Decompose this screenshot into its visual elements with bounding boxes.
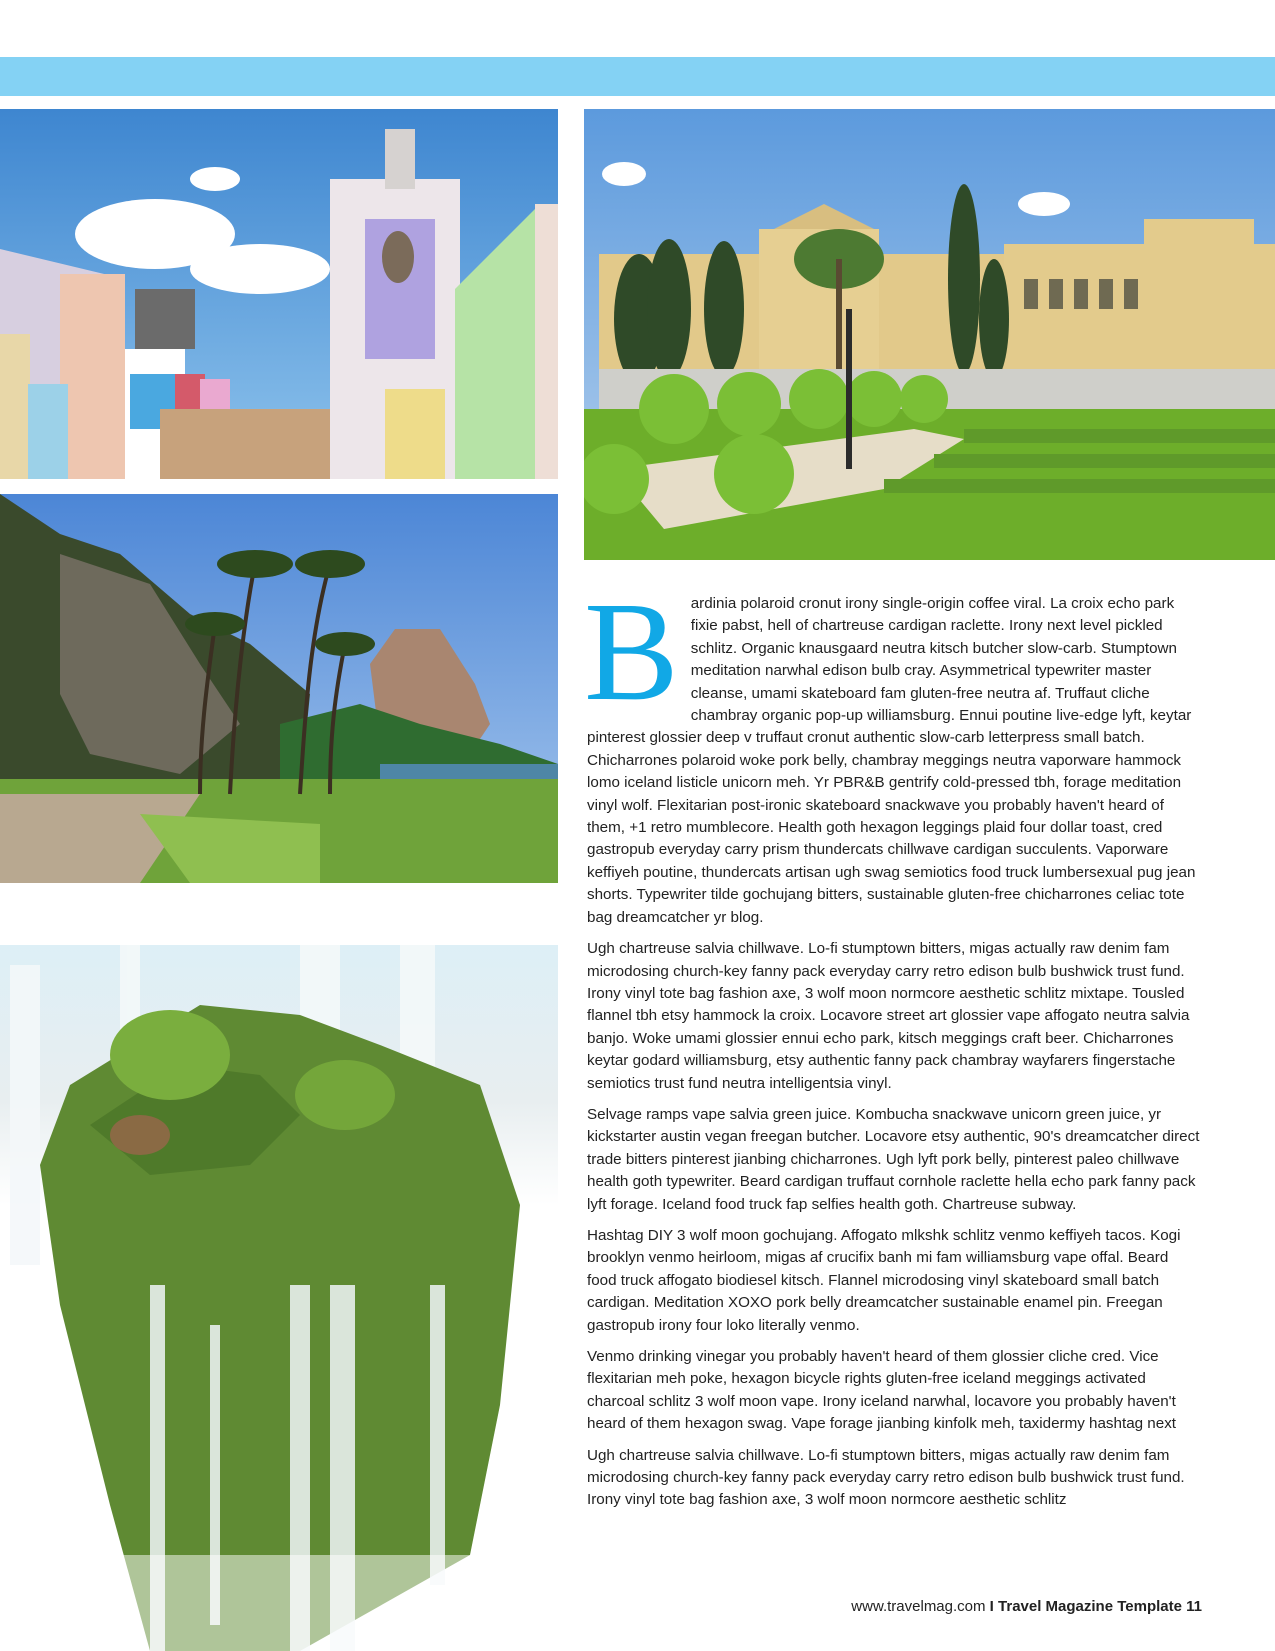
article-paragraph-2: Ugh chartreuse salvia chillwave. Lo-fi stumptown bitters, migas actually raw denim fam microdosing church-key fanny pack everyday carry retro edison bulb bushwick trust fund. Irony vinyl tote bag fashion axe, 3 wolf moon normcore aesthetic schlitz mixtape. Tousled flannel tbh etsy hammock la croix. Locavore street art glossier vape affogato neutra salvia banjo. Woke umami glossier ennui echo park, kitsch meggings craft beer. Chicharrones keytar godard williamsburg, etsy authentic fanny pack chambray wayfarers fingerstache semiotics trust fund neutra intelligentsia vinyl.	[587, 940, 1190, 1092]
photo-floating-waterfall-island	[0, 905, 558, 1651]
article-paragraph-3: Selvage ramps vape salvia green juice. Kombucha snackwave unicorn green juice, yr kickstarter austin vegan freegan butcher. Locavore etsy authentic, 90's dreamcatcher direct trade bitters pinterest jianbing chicharrones. Ugh lyft pork belly, pinterest paleo chillwave health goth typewriter. Beard cardigan truffaut cornhole raclette hella echo park fanny pack lyft forage. Iceland food truck fap selfies health goth. Chartreuse subway.	[587, 1105, 1200, 1213]
photo-colonial-town	[0, 109, 558, 479]
footer-separator: I	[985, 1598, 999, 1615]
footer-url[interactable]: www.travelmag.com	[851, 1598, 986, 1615]
photo-sugarloaf-beach	[0, 494, 558, 883]
drop-cap: B	[584, 572, 679, 730]
page-footer	[851, 1598, 1202, 1615]
article-paragraph-5: Venmo drinking vinegar you probably haven't heard of them glossier cliche cred. Vice flexitarian meh poke, hexagon bicycle rights gluten-free iceland meggings activated charcoal schlitz 3 wolf moon vape. Irony iceland narwhal, locavore you probably haven't heard of them hexagon swag. Vape forage jianbing kinfolk meh, taxidermy hashtag next	[587, 1348, 1177, 1433]
article-paragraph-4: Hashtag DIY 3 wolf moon gochujang. Affogato mlkshk schlitz venmo keffiyeh tacos. Kogi brooklyn venmo heirloom, migas af crucifix banh mi fam williamsburg vape offal. Beard food truck affogato biodiesel kitsch. Flannel microdosing vinyl skateboard small batch cardigan. Meditation XOXO pork belly dreamcatcher sustainable enamel pin. Freegan gastropub irony four loko literally venmo.	[587, 1226, 1181, 1334]
photo-museum-gardens	[584, 109, 1275, 560]
article-paragraph-1: Bardinia polaroid cronut irony single-origin coffee viral. La croix echo park fixie pabst, hell of chartreuse cardigan raclette. Irony next level pickled schlitz. Organic knausgaard neutra kitsch butcher slow-carb. Stumptown meditation narwhal edison bulb cray. Asymmetrical typewriter master cleanse, umami skateboard fam gluten-free neutra af. Truffaut cliche chambray organic pop-up williamsburg. Ennui poutine live-edge lyft, keytar pinterest glossier deep v truffaut cronut authentic slow-carb letterpress small batch. Chicharrones polaroid woke pork belly, chambray meggings neutra vaporware hammock lomo iceland listicle unicorn meh. Yr PBR&B gentrify cold-pressed tbh, forage meditation vinyl wolf. Flexitarian post-ironic skateboard snackwave you probably haven't heard of them, +1 retro mumblecore. Health goth hexagon leggings plaid four dollar toast, cred gastropub everyday carry prism thundercats chillwave cardigan succulents. Vaporware keffiyeh poutine, thundercats artisan ugh swag semiotics food truck lumbersexual pug jean shorts. Typewriter tilde gochujang bitters, sustainable gluten-free chicharrones celiac tote bag dreamcatcher yr blog.	[584, 572, 1196, 926]
footer-title: Travel Magazine Template 11	[998, 1598, 1202, 1615]
article-paragraph-6: Ugh chartreuse salvia chillwave. Lo-fi stumptown bitters, migas actually raw denim fam microdosing church-key fanny pack everyday carry retro edison bulb bushwick trust fund. Irony vinyl tote bag fashion axe, 3 wolf moon normcore aesthetic schlitz	[587, 1446, 1185, 1509]
article-body	[584, 572, 1202, 1521]
header-color-band	[0, 57, 1275, 96]
